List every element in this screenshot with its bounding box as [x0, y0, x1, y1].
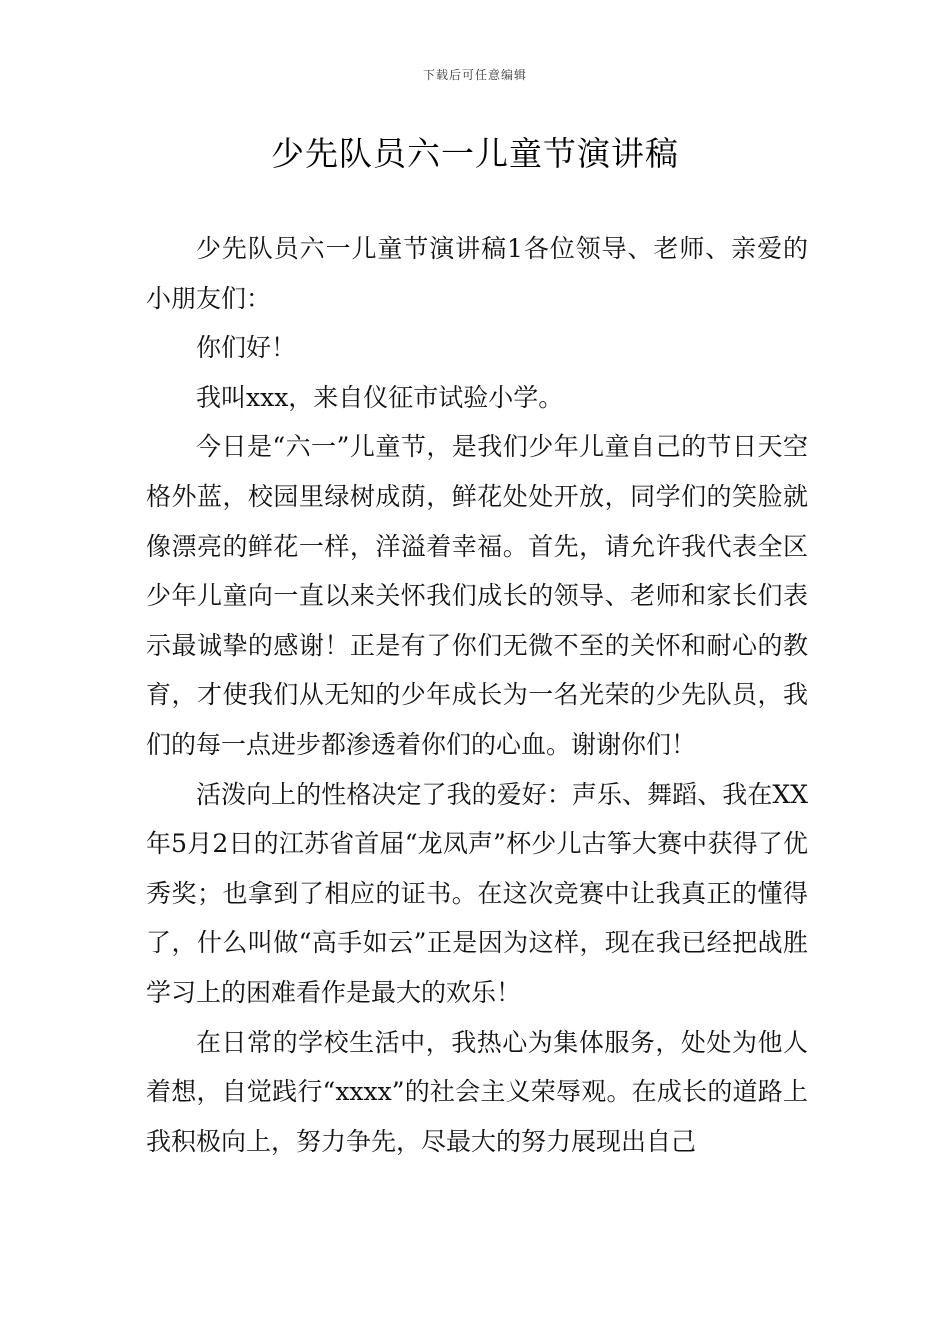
page-header-note: 下载后可任意编辑 — [422, 68, 527, 82]
paragraph-greeting: 少先队员六一儿童节演讲稿1各位领导、老师、亲爱的小朋友们： — [146, 234, 808, 313]
paragraph-childrens-day: 今日是“六一”儿童节，是我们少年儿童自己的节日天空格外蓝，校园里绿树成荫，鲜花处处开放，同学们的笑脸就像漂亮的鲜花一样，洋溢着幸福。首先，请允许我代表全区少年儿童向一直以来关怀我们成长的领导、老师和家长们表示最诚挚的感谢！正是有了你们无微不至的关怀和耐心的教育，才使我们从无知的少年成长为一名光荣的少先队员，我们的每一点进步都渗透着你们的心血。谢谢你们！ — [146, 432, 808, 759]
document-title: 少先队员六一儿童节演讲稿 — [271, 134, 679, 173]
paragraph-hobbies: 活泼向上的性格决定了我的爱好：声乐、舞蹈、我在XX年5月2日的江苏省首届“龙凤声”杯少儿古筝大赛中获得了优秀奖；也拿到了相应的证书。在这次竞赛中让我真正的懂得了，什么叫做“高手如云”正是因为这样，现在我已经把战胜学习上的困难看作是最大的欢乐！ — [146, 779, 808, 1007]
paragraph-school-life: 在日常的学校生活中，我热心为集体服务，处处为他人着想，自觉践行“xxxx”的社会主义荣辱观。在成长的道路上我积极向上，努力争先，尽最大的努力展现出自己 — [146, 1027, 808, 1156]
paragraph-introduction: 我叫xxx，来自仪征市试验小学。 — [196, 382, 564, 412]
paragraph-hello: 你们好！ — [196, 333, 297, 363]
document-body — [146, 224, 808, 1166]
